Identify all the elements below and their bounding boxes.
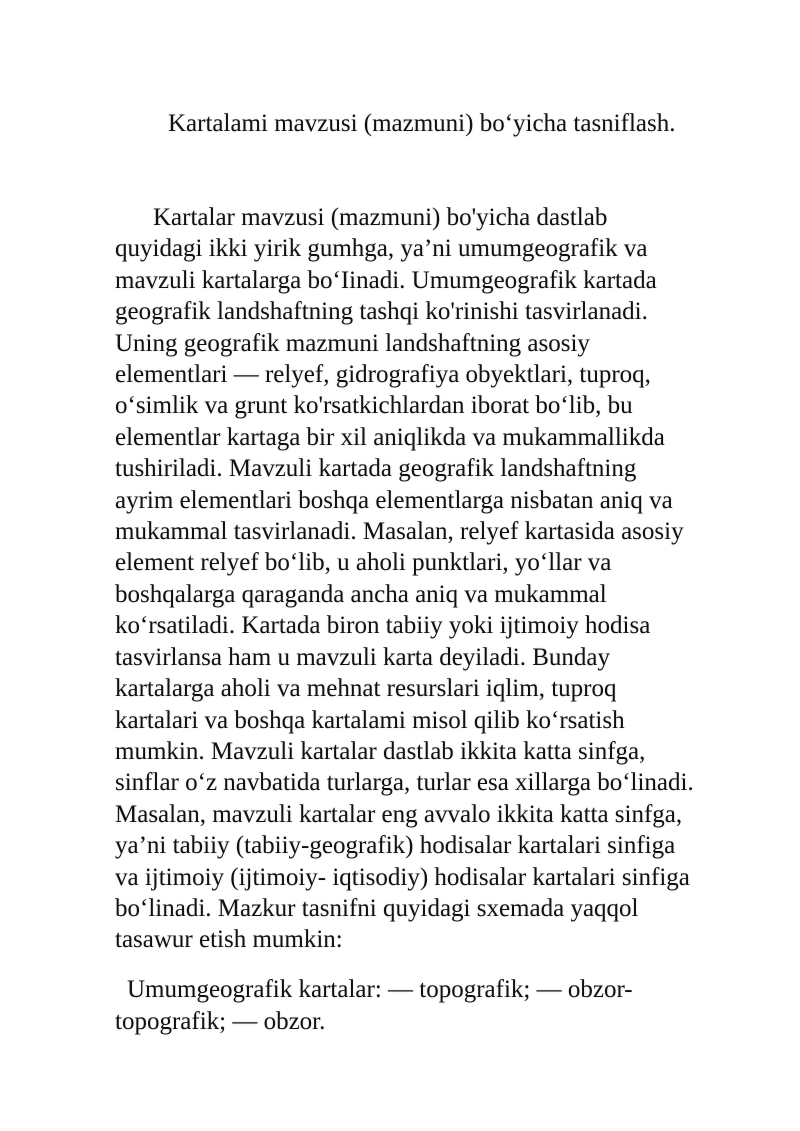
paragraph-line: tasawur etish mumkin:	[115, 926, 343, 954]
main-paragraph	[115, 202, 755, 956]
paragraph-line: Kartalar mavzusi (mazmuni) bo'yicha dastlab	[153, 204, 608, 231]
paragraph-line: o‘simlik va grunt ko'rsatkichlardan iborat bo‘lib, bu	[115, 392, 633, 420]
paragraph-line: boshqalarga qaraganda ancha aniq va mukammal	[115, 580, 607, 608]
paragraph-line: geografik landshaftning tashqi ko'rinishi tasvirlanadi.	[115, 298, 648, 326]
paragraph-line: bo‘linadi. Mazkur tasnifni quyidagi sxemada yaqqol	[115, 894, 639, 922]
list-line: topografik; — obzor.	[115, 1008, 326, 1035]
paragraph-line: Uning geografik mazmuni landshaftning asosiy	[115, 329, 590, 357]
paragraph-line: kartalarga aholi va mehnat resurslari iqlim, tuproq	[115, 675, 617, 703]
classification-list	[115, 974, 755, 1038]
paragraph-line: mumkin. Mavzuli kartalar dastlab ikkita katta sinfga,	[115, 737, 646, 765]
paragraph-line: mavzuli kartalarga bo‘Iinadi. Umumgeografik kartada	[115, 266, 657, 294]
paragraph-line: quyidagi ikki yirik gumhga, ya’ni umumgeografik va	[115, 235, 648, 263]
paragraph-line: ko‘rsatiladi. Kartada biron tabiiy yoki ijtimoiy hodisa	[115, 612, 651, 640]
paragraph-line: mukammal tasvirlanadi. Masalan, relyef kartasida asosiy	[115, 518, 684, 546]
list-line: Umumgeografik kartalar: — topografik; — obzor-	[127, 976, 633, 1003]
paragraph-line: sinflar o‘z navbatida turlarga, turlar esa xillarga bo‘linadi.	[115, 769, 694, 797]
paragraph-line: tasvirlansa ham u mavzuli karta deyiladi. Bunday	[115, 643, 610, 671]
paragraph-line: tushiriladi. Mavzuli kartada geografik landshaftning	[115, 455, 637, 483]
paragraph-line: ayrim elementlari boshqa elementlarga nisbatan aniq va	[115, 486, 673, 514]
paragraph-line: elementlari — relyef, gidrografiya obyektlari, tuproq,	[115, 361, 651, 389]
paragraph-line: va ijtimoiy (ijtimoiy- iqtisodiy) hodisalar kartalari sinfiga	[115, 863, 690, 891]
paragraph-line: element relyef bo‘lib, u aholi punktlari, yo‘llar va	[115, 549, 612, 577]
paragraph-line: Masalan, mavzuli kartalar eng avvalo ikkita katta sinfga,	[115, 800, 683, 828]
document-title: Kartalami mavzusi (mazmuni) bo‘yicha tasniflash.	[168, 110, 676, 137]
paragraph-line: kartalari va boshqa kartalami misol qilib ko‘rsatish	[115, 706, 625, 734]
paragraph-line: elementlar kartaga bir xil aniqlikda va mukammallikda	[115, 423, 665, 451]
paragraph-line: ya’ni tabiiy (tabiiy-geografik) hodisalar kartalari sinfiga	[115, 832, 676, 860]
